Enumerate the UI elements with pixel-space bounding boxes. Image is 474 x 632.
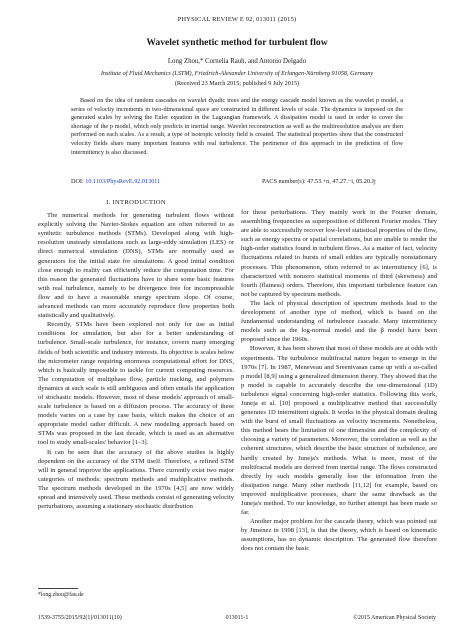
author-list: Long Zhou,* Cornelia Rauh, and Antonio Delgado — [167, 58, 307, 65]
body-paragraph: It can be seen that the accuracy of the above studies is highly dependent on the accuracy of the STM itself. Therefore, a refined STM will in general improve the applications. There currently exist two major categories of methods: spectrum methods and multiplicative methods. The spectrum methods developed in the 1970s [4,5] are now widely spread and intensively used. These methods consist of generating velocity perturbations, assuming a stationary stochastic distribution — [38, 448, 234, 511]
doi-link[interactable]: 10.1103/PhysRevE.92.013011 — [85, 178, 161, 185]
body-paragraph: However, it has been shown that most of these models are at odds with experiments. The turbulence multifractal nature began to emerge in the 1970s [7]. In 1987, Meneveau and Sreenivasan came up with a so-called p model [8,9] using a generalized dimension theory. They showed that the p model is capable to accurately describe the one-dimensional (1D) turbulence signal concerning high-order statistics. Following this work, Juneja et al. [10] proposed a multiplicative method that successfully generates 1D intermittent signals. It works in the physical domain dealing with the burst of small fluctuations as velocity increments. Nonetheless, this method bears the limitation of one dimension and the complexity of choosing a variety of parameters. Moreover, the correlation as well as the coherent structures, which describe the basic structure of turbulence, are hardly created by Juneja's methods. What is more, most of the multifractal models are derived from inertial range. The flows constructed directly by such models generally lose the information from the dissipation range. Many other methods [11,12] for example, based on improved multiplicative processes, share the same drawback as the Juneja's method. To our knowledge, no further attempt has been made so far. — [241, 345, 437, 517]
body-paragraph: The numerical methods for generating turbulent flows without explicitly solving the Navier-Stokes equation are often referred to as synthetic turbulence methods (STMs). Developed along with high-resolution unsteady simulations such as large-eddy simulation (LES) or direct numerical simulation (DNS), STMs are normally used as generators for the initial state for simulations. A good initial condition close enough to reality can efficiently reduce the computation time. For this reason the generated fluctuations have to share some basic features with real turbulence, namely to be divergence free for incompressible flow and to have a reasonable energy spectrum slope. Of course, advanced methods can more accurately reproduce flow properties both statistically and qualitatively. — [38, 212, 234, 320]
abstract — [71, 97, 403, 157]
doi-label: DOI: — [71, 178, 84, 185]
footnote-email: *long.zhou@fau.de — [38, 592, 84, 598]
body-paragraph: Recently, STMs have been explored not only for use as initial conditions for simulation, but also for a better understanding of turbulence. Small-scale turbulence, for instance, covers many emerging fields of both scientific and industry interests. Its objective is scales below the micrometer range requiring enormous computational effort for DNS, which is basically impossible to tackle for current computing resources. The computation of multiphase flow, particle tracking, and polymers dynamics at such scale is still ambiguous and often entails the application of stochastic models. However, most of these models' approach of small-scale turbulence is based on a diffusion process. The accuracy of these models varies on a case by case basis, which makes the choice of an appropriate model rather difficult. A new modeling approach based on STMs was proposed in the last decade, which is used as an alternative tool to study small-scales' behavior [1–3]. — [38, 321, 234, 447]
abstract-paragraph: Based on the idea of random cascades on wavelet dyadic trees and the energy cascade model known as the wavelet p model, a series of velocity increments in two-dimensional space are constructed in different levels of scale. The dynamics is imposed on the generated scales by solving the Euler equation in the Lagrangian framework. A dissipation model is used in order to cover the shortage of the p model, which only predicts in inertial range. Wavelet reconstruction as well as the multiresolution analysis are then performed on each scales. As a result, a type of isotropic velocity field is created. The statistical properties show that the constructed velocity fields share many important features with real turbulence. The pertinence of this approach in the prediction of flow intermittency is also discussed. — [71, 97, 403, 156]
footer-page-number: 013011-1 — [225, 615, 249, 621]
footer-issn: 1539-3755/2015/92(1)/013011(10) — [38, 615, 122, 621]
column-left — [38, 198, 234, 511]
body-paragraph: for these perturbations. They mainly work in the Fourier domain, assembling frequencies as superposition of different Fourier modes. They are able to successfully recover low-level statistical properties of the flow, such as energy spectra or spatial correlations, but are unable to render the high-order statistics found in turbulent flows. As a matter of fact, velocity fluctuations related to bursts of small eddies are typically nonstationary processes. This phenomenon, often referred to as intermittency [6], is characterized with nonzero statistical moments of third (skewness) and fourth (flatness) orders. Therefore, this important turbulence feature can not be captured by spectrum methods. — [241, 209, 437, 298]
footer-copyright: ©2015 American Physical Society — [353, 615, 436, 621]
affiliation: Institute of Fluid Mechanics (LSTM), Friedrich-Alexander University of Erlangen-Nürnberg 91058, Germany — [100, 70, 374, 77]
received-dates: (Received 23 March 2015; published 9 July 2015) — [174, 80, 300, 87]
body-paragraph: The lack of physical description of spectrum methods lead to the development of another type of method, which is based on the fundamental understanding of turbulence cascade. Many intermittency models such as the log-normal model and the β model have been proposed since the 1960s. — [241, 299, 437, 344]
doi-pacs-row — [71, 178, 403, 185]
column-right — [241, 208, 437, 554]
section-heading: I. INTRODUCTION — [106, 199, 166, 206]
running-head: PHYSICAL REVIEW E 92, 013011 (2015) — [177, 16, 297, 23]
pacs-numbers: PACS number(s): 47.53.+n, 47.27.−i, 05.20.Jj — [262, 178, 376, 185]
footnote-rule — [38, 588, 78, 589]
body-paragraph: Another major problem for the cascade theory, which was pointed out by Jiménez in 1998 [13], is that the theory, which is based on kinematic assumptions, has no dynamic description. The generated flow therefore does not contain the basic — [241, 518, 437, 553]
paper-title: Wavelet synthetic method for turbulent flow — [146, 37, 328, 48]
